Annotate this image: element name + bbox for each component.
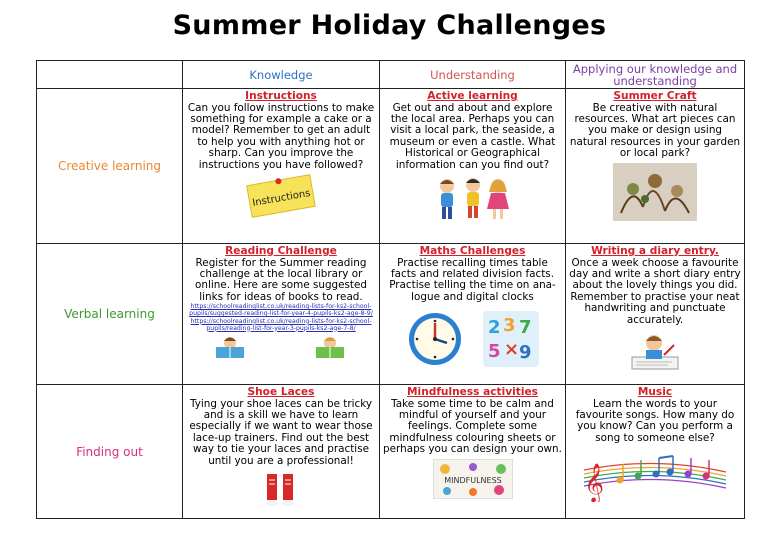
- reading-link-year-4[interactable]: https://schoolreadinglist.co.uk/reading-lists-for-ks2-school-pupils/suggested-reading-list-for-year-4-pupils-ks2-age-8-9/: [189, 303, 373, 317]
- cell-body: Can you follow instructions to make something for example a cake or a model? Remember to get an adult to help you with anything hot or sharp. Can you improve the instructions you have followed?: [187, 101, 375, 171]
- cell-body: Once a week choose a favourite day and write a short diary entry about the lovely things you did. Remember to practise your neat handwriting and punctuate accurately.: [569, 256, 741, 326]
- cell-reading-challenge: [183, 244, 380, 385]
- cell-active-learning: [380, 89, 566, 244]
- cell-heading: Shoe Laces: [247, 386, 315, 398]
- music-notes-icon: [580, 450, 730, 502]
- column-header-applying: Applying our knowledge and understanding: [566, 61, 745, 89]
- cell-heading: Reading Challenge: [225, 245, 337, 257]
- cell-body: Register for the Summer reading challenge at the local library or online. Here are some suggested links for ideas of books to read.: [195, 256, 367, 303]
- cell-heading: Writing a diary entry.: [591, 245, 719, 257]
- svg-text:𝄞: 𝄞: [584, 463, 605, 503]
- column-header-knowledge: Knowledge: [183, 61, 380, 89]
- cell-body: Get out and about and explore the local area. Perhaps you can visit a local park, the seaside, a museum or even a castle. What Historical or Geographical information can you find out?: [389, 101, 556, 171]
- cell-body: Be creative with natural resources. What art pieces can you make or design using natural resources in your garden or local park?: [569, 101, 741, 160]
- numbers-icon: [483, 311, 539, 367]
- row-label-verbal-learning: Verbal learning: [37, 244, 183, 385]
- svg-text:7: 7: [518, 317, 532, 339]
- cell-heading: Instructions: [245, 90, 317, 102]
- row-verbal-learning: [37, 244, 745, 385]
- clock-icon: [407, 311, 463, 367]
- sticky-note-text: Instructions: [251, 187, 312, 209]
- row-label-finding-out: Finding out: [37, 385, 183, 519]
- cell-shoe-laces: [183, 385, 380, 519]
- children-icon: [431, 174, 515, 224]
- svg-text:3: 3: [502, 315, 516, 337]
- page-title: Summer Holiday Challenges: [172, 10, 607, 41]
- cell-heading: Maths Challenges: [419, 245, 526, 257]
- svg-text:9: 9: [518, 342, 532, 364]
- cell-maths-challenges: [380, 244, 566, 385]
- cell-mindfulness: [380, 385, 566, 519]
- cell-heading: Active learning: [427, 90, 518, 102]
- mindfulness-image-text: MINDFULNESS: [443, 475, 502, 485]
- cell-body: Learn the words to your favourite songs. How many do you know? Can you perform a song to someone else?: [575, 397, 735, 444]
- cell-heading: Summer Craft: [613, 90, 697, 102]
- svg-text:5: 5: [487, 341, 501, 363]
- row-finding-out: [37, 385, 745, 519]
- cell-body: Tying your shoe laces can be tricky and is a skill we have to learn especially if we want to wear those lace-up trainers. Find out the best way to tie your laces and practise until you are a professional!: [189, 397, 373, 467]
- reading-children-icon: [206, 335, 356, 359]
- column-header-understanding: Understanding: [380, 61, 566, 89]
- reading-link-year-3[interactable]: https://schoolreadinglist.co.uk/reading-lists-for-ks2-school-pupils/reading-list-for-year-3-pupils-ks2-age-7-8/: [190, 317, 372, 332]
- cell-instructions: [183, 89, 380, 244]
- sticky-note-icon: [241, 174, 321, 218]
- nature-craft-icon: [613, 163, 697, 221]
- svg-text:2: 2: [487, 317, 501, 339]
- row-label-creative-learning: Creative learning: [37, 89, 183, 244]
- cell-heading: Mindfulness activities: [407, 386, 538, 398]
- svg-text:×: ×: [503, 339, 519, 361]
- header-empty-cell: [37, 61, 183, 89]
- cell-summer-craft: [566, 89, 745, 244]
- challenges-table: [36, 60, 745, 519]
- cell-music: [566, 385, 745, 519]
- cell-diary-entry: [566, 244, 745, 385]
- cell-heading: Music: [637, 386, 673, 398]
- cell-body: Practise recalling times table facts and related division facts. Practise telling the time on ana-logue and digital clocks: [389, 256, 556, 303]
- row-creative-learning: [37, 89, 745, 244]
- cell-body: Take some time to be calm and mindful of yourself and your feelings. Complete some mindfulness colouring sheets or perhaps you can design your own.: [383, 397, 562, 456]
- mindfulness-icon: [433, 459, 513, 499]
- header-row: [37, 61, 745, 89]
- writing-child-icon: [628, 329, 682, 373]
- trainers-icon: [261, 470, 301, 508]
